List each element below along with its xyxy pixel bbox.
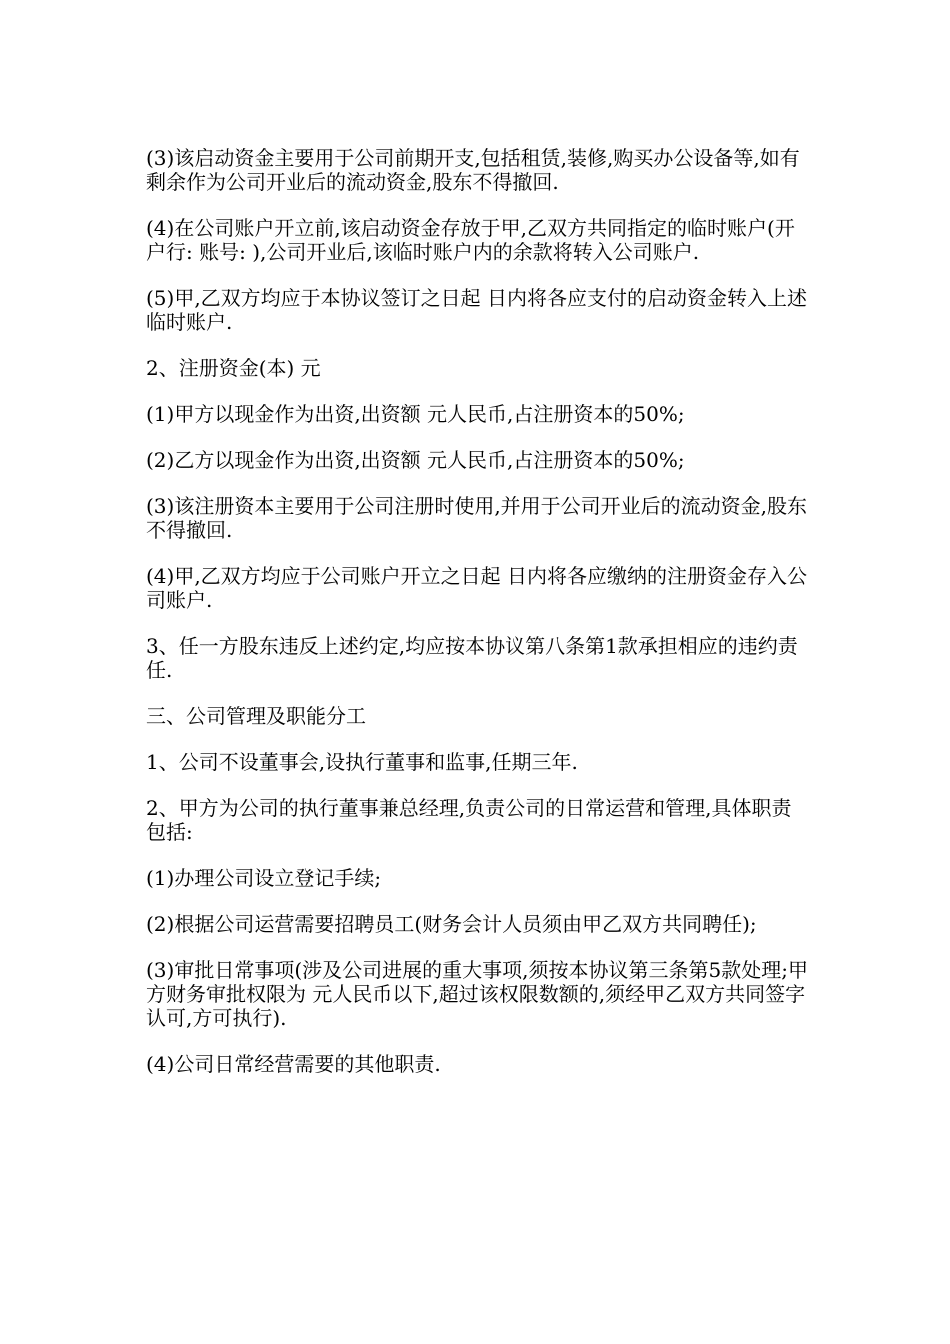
paragraph-executive-director-duties: 2、甲方为公司的执行董事兼总经理,负责公司的日常运营和管理,具体职责包括: — [146, 796, 792, 844]
paragraph-temporary-account: (4)在公司账户开立前,该启动资金存放于甲,乙双方共同指定的临时账户(开户行: 账号: ),公司开业后,该临时账户内的余款将转入公司账户. — [146, 216, 795, 264]
paragraph-transfer-deadline: (5)甲,乙双方均应于本协议签订之日起 日内将各应支付的启动资金转入上述临时账户. — [146, 286, 808, 334]
section-heading-management: 三、公司管理及职能分工 — [146, 704, 366, 728]
list-item-registration: (1)办理公司设立登记手续; — [146, 866, 382, 890]
paragraph-party-a-contribution: (1)甲方以现金作为出资,出资额 元人民币,占注册资本的50%; — [146, 402, 685, 426]
paragraph-registered-capital-heading: 2、注册资金(本) 元 — [146, 356, 321, 380]
paragraph-capital-deposit: (4)甲,乙双方均应于公司账户开立之日起 日内将各应缴纳的注册资金存入公司账户. — [146, 564, 808, 612]
paragraph-no-board: 1、公司不设董事会,设执行董事和监事,任期三年. — [146, 750, 578, 774]
paragraph-capital-use: (3)该注册资本主要用于公司注册时使用,并用于公司开业后的流动资金,股东不得撤回. — [146, 494, 808, 542]
paragraph-party-b-contribution: (2)乙方以现金作为出资,出资额 元人民币,占注册资本的50%; — [146, 448, 685, 472]
paragraph-startup-fund-use: (3)该启动资金主要用于公司前期开支,包括租赁,装修,购买办公设备等,如有剩余作为公司开业后的流动资金,股东不得撤回. — [146, 146, 800, 194]
paragraph-breach-liability: 3、任一方股东违反上述约定,均应按本协议第八条第1款承担相应的违约责任. — [146, 634, 798, 682]
document-body — [146, 146, 810, 1098]
list-item-other-duties: (4)公司日常经营需要的其他职责. — [146, 1052, 441, 1076]
list-item-approval: (3)审批日常事项(涉及公司进展的重大事项,须按本协议第三条第5款处理;甲方财务审批权限为 元人民币以下,超过该权限数额的,须经甲乙双方共同签字认可,方可执行). — [146, 958, 808, 1030]
list-item-hiring: (2)根据公司运营需要招聘员工(财务会计人员须由甲乙双方共同聘任); — [146, 912, 757, 936]
